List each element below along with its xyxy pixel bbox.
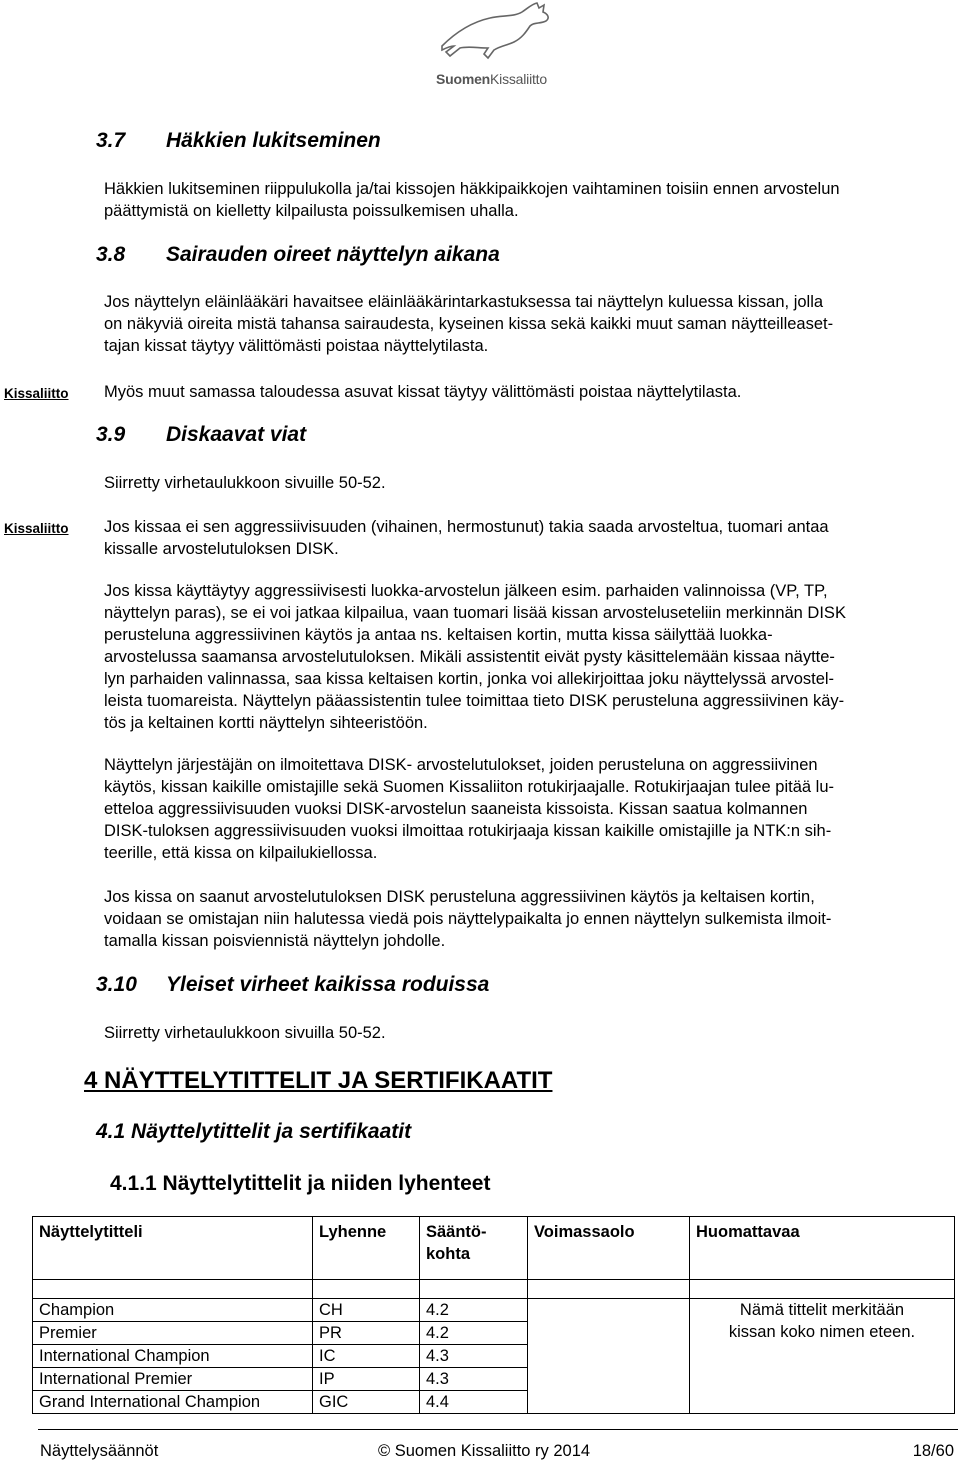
section-3-7-heading <box>96 130 381 152</box>
header-cell: Lyhenne <box>313 1217 420 1280</box>
text-line: Jos kissa käyttäytyy aggressiivisesti luokka-arvostelun jälkeen esim. parhaiden valinnoissa (VP, TP, <box>104 582 828 600</box>
note-text: Nämä tittelit merkitään <box>739 1301 905 1319</box>
text-line: lyn parhaiden valinnassa, saa kissa keltaisen kortin, jonka voi allekirjoittaa joku näyttelyssä arvostel- <box>104 670 835 688</box>
table-cell: GIC <box>313 1391 420 1414</box>
header-cell: Voimassaolo <box>528 1217 690 1280</box>
table-cell: Premier <box>33 1322 313 1345</box>
text-line: voidaan se omistajan niin halutessa viedä pois näyttelypaikalta jo ennen näyttelyn sulkemista ilmoit- <box>104 910 832 928</box>
table-cell: CH <box>313 1299 420 1322</box>
titles-table <box>32 1216 955 1414</box>
text-line: arvostelussa saamansa arvostelutuloksen. Mikäli assistentit eivät pysty käsittelemään kissaa näytte- <box>104 648 835 666</box>
text-line: on näkyviä oireita mistä tahansa sairaudesta, kyseinen kissa sekä kaikki muut saman näytteilleaset- <box>104 315 834 333</box>
table-cell: IC <box>313 1345 420 1368</box>
section-3-8-paragraph <box>104 291 954 357</box>
section-3-7-paragraph <box>104 178 954 222</box>
table-cell: 4.2 <box>420 1299 528 1322</box>
table-note-cell <box>690 1299 955 1414</box>
header-text: kohta <box>426 1245 471 1263</box>
footer-copyright: © Suomen Kissaliitto ry 2014 <box>378 1442 591 1460</box>
text-line: Jos näyttelyn eläinlääkäri havaitsee eläinlääkärintarkastuksessa tai näyttelyn kuluessa kissan, jolla <box>104 293 824 311</box>
table-cell: Grand International Champion <box>33 1391 313 1414</box>
section-number: 3.7 <box>96 129 126 152</box>
text-line: Siirretty virhetaulukkoon sivuille 50-52. <box>104 474 386 492</box>
text-line: näyttelyn paras), se ei voi jatkaa kilpailua, vaan tuomari lisää kissan arvosteluseteliin merkinnän DISK <box>104 604 846 622</box>
text-line: teerille, että kissa on kilpailukiellossa. <box>104 844 378 862</box>
section-number: 3.9 <box>96 423 126 446</box>
text-line: kissalle arvostelutuloksen DISK. <box>104 540 339 558</box>
text-line: Siirretty virhetaulukkoon sivuilla 50-52. <box>104 1024 386 1042</box>
section-3-10-heading <box>96 974 489 996</box>
text-line: päättymistä on kielletty kilpailusta poissulkemisen uhalla. <box>104 202 519 220</box>
table-row <box>33 1299 955 1322</box>
table-cell: International Premier <box>33 1368 313 1391</box>
section-number: 3.8 <box>96 243 126 266</box>
text-line: etteloa aggressiivisuuden vuoksi DISK-arvostelun saaneista kissoista. Kissan saatua kolmannen <box>104 800 808 818</box>
text-line: tajan kissat täytyy välittömästi poistaa näyttelytilasta. <box>104 337 489 355</box>
text-line: tös ja keltainen kortti näyttelyn sihteeristöön. <box>104 714 428 732</box>
section-4-1-1-heading: 4.1.1 Näyttelytittelit ja niiden lyhenteet <box>110 1172 491 1195</box>
section-3-9-paragraph-3 <box>104 754 954 864</box>
header-cell <box>420 1217 528 1280</box>
logo-text-light: Kissaliitto <box>490 71 547 87</box>
text-line: Jos kissaa ei sen aggressiivisuuden (vihainen, hermostunut) takia saada arvosteltua, tuomari antaa <box>104 518 829 536</box>
section-3-8-note <box>104 381 954 403</box>
section-4-1-heading: 4.1 Näyttelytittelit ja sertifikaatit <box>96 1120 412 1143</box>
table-cell: 4.4 <box>420 1391 528 1414</box>
header-cell: Huomattavaa <box>690 1217 955 1280</box>
table-cell: International Champion <box>33 1345 313 1368</box>
note-text: kissan koko nimen eteen. <box>728 1323 916 1341</box>
text-line: DISK-tuloksen aggressiivisuuden vuoksi ilmoittaa rotukirjaaja kissan kaikille omistajille ja NTK:n sih- <box>104 822 832 840</box>
chapter-4-heading: 4 NÄYTTELYTITTELIT JA SERTIFIKAATIT <box>84 1067 553 1094</box>
section-title: Yleiset virheet kaikissa roduissa <box>166 973 490 996</box>
table-cell: Champion <box>33 1299 313 1322</box>
section-3-9-heading <box>96 424 306 446</box>
table-header-row <box>33 1217 955 1280</box>
kissaliitto-logo <box>430 2 570 90</box>
margin-note-kissaliitto: Kissaliitto <box>4 386 69 401</box>
section-3-9-note <box>104 516 954 560</box>
margin-note-kissaliitto: Kissaliitto <box>4 521 69 536</box>
section-title: Diskaavat viat <box>166 423 307 446</box>
text-line: Näyttelyn järjestäjän on ilmoitettava DISK- arvostelutulokset, joiden perusteluna on aggressiivinen <box>104 756 818 774</box>
logo-text-bold: Suomen <box>436 71 491 87</box>
text-line: käytös, kissan kaikille omistajille sekä Suomen Kissaliiton rotukirjaajalle. Rotukirjaajan tulee pitää lu- <box>104 778 835 796</box>
table-cell <box>528 1299 690 1414</box>
section-title: Sairauden oireet näyttelyn aikana <box>166 243 500 266</box>
text-line: Häkkien lukitseminen riippulukolla ja/tai kissojen häkkipaikkojen vaihtaminen toisiin ennen arvostelun <box>104 180 840 198</box>
header-text: Sääntö- <box>426 1223 487 1241</box>
text-line: Myös muut samassa taloudessa asuvat kissat täytyy välittömästi poistaa näyttelytilasta. <box>104 383 742 401</box>
section-number: 3.10 <box>96 973 137 996</box>
table-cell: IP <box>313 1368 420 1391</box>
section-3-9-paragraph-2 <box>104 580 954 734</box>
section-title: Häkkien lukitseminen <box>166 129 381 152</box>
table-spacer-row <box>33 1280 955 1299</box>
text-line: leista tuomareista. Näyttelyn pääassistentin tulee toimittaa tieto DISK perusteluna aggressiivinen käy- <box>104 692 845 710</box>
section-3-10-reference <box>104 1022 954 1044</box>
cat-silhouette-icon <box>438 2 558 64</box>
table-cell: 4.3 <box>420 1345 528 1368</box>
footer-page-number: 18/60 <box>912 1442 954 1460</box>
page-footer <box>38 1429 958 1466</box>
section-3-8-heading <box>96 244 500 266</box>
text-line: Jos kissa on saanut arvostelutuloksen DISK perusteluna aggressiivinen käytös ja keltaisen kortin, <box>104 888 815 906</box>
text-line: tamalla kissan poisviennistä näyttelyn johdolle. <box>104 932 446 950</box>
section-3-9-paragraph-4 <box>104 886 954 952</box>
table-cell: PR <box>313 1322 420 1345</box>
text-line: perusteluna aggressiivinen käytös ja antaa ns. keltaisen kortin, mutta kissa säilyttää luokka- <box>104 626 773 644</box>
footer-document-name: Näyttelysäännöt <box>40 1442 159 1460</box>
table-cell: 4.3 <box>420 1368 528 1391</box>
table-cell: 4.2 <box>420 1322 528 1345</box>
section-3-9-reference <box>104 472 954 494</box>
header-cell: Näyttelytitteli <box>33 1217 313 1280</box>
